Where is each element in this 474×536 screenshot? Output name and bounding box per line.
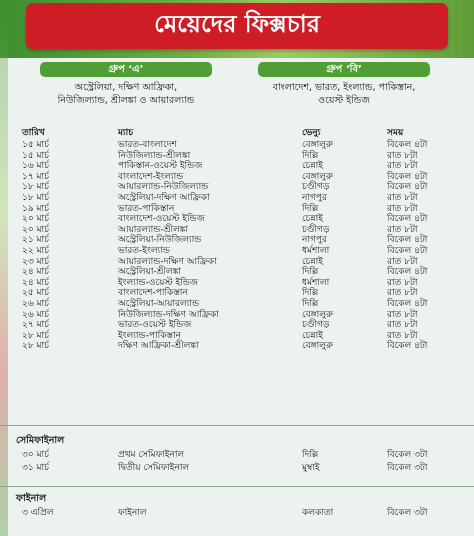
table-row [14, 267, 468, 278]
header-match: ম্যাচ [118, 128, 134, 138]
table-row [14, 214, 468, 225]
cell-match: অস্ট্রেলিয়া-দক্ষিণ আফ্রিকা [118, 192, 210, 203]
table-row [0, 449, 474, 461]
cell-match: বাংলাদেশ-ওয়েস্ট ইন্ডিজ [118, 214, 205, 225]
semifinal-1-match: প্রথম সেমিফাইনাল [118, 450, 185, 460]
cell-date: ২০ মার্চ [22, 224, 50, 235]
semifinal-2-date: ৩১ মার্চ [22, 463, 50, 473]
cell-date: ২৮ মার্চ [22, 341, 50, 352]
cell-venue: চেন্নাই [302, 330, 323, 341]
table-row [14, 235, 468, 246]
cell-time: বিকেল ৪টা [387, 298, 428, 309]
cell-date: ১৭ মার্চ [22, 171, 50, 182]
cell-time: বিকেল ৪টা [387, 245, 428, 256]
group-b-heading: গ্রুপ ‘বি’ [258, 62, 430, 77]
table-row [14, 288, 468, 299]
divider [0, 425, 474, 426]
cell-venue: বেঙ্গালুরু [302, 171, 333, 182]
table-row [14, 193, 468, 204]
semifinal-2-venue: মুম্বাই [302, 463, 320, 473]
cell-time: বিকেল ৪টা [387, 235, 428, 246]
cell-match: ইংল্যান্ড-পাকিস্তান [118, 330, 181, 341]
cell-date: ২৬ মার্চ [22, 309, 50, 320]
cell-time: বিকেল ৪টা [387, 171, 428, 182]
cell-date: ২৪ মার্চ [22, 267, 50, 278]
header-venue: ভেন্যু [302, 128, 321, 138]
group-b-teams [252, 81, 436, 107]
cell-venue: দিল্লি [302, 150, 319, 161]
table-row [14, 341, 468, 352]
cell-date: ১৮ মার্চ [22, 182, 50, 193]
cell-time: বিকেল ৪টা [387, 140, 428, 150]
final-venue: কলকাতা [302, 508, 334, 518]
table-row [14, 172, 468, 183]
group-b-teams-line1: বাংলাদেশ, ভারত, ইংল্যান্ড, পাকিস্তান, [272, 82, 416, 93]
cell-venue: দিল্লি [302, 298, 319, 309]
cell-venue: চণ্ডীগড় [302, 182, 330, 193]
final-label: ফাইনাল [16, 493, 47, 504]
cell-time: বিকেল ৪টা [387, 214, 428, 225]
semifinal-1-venue: দিল্লি [302, 450, 319, 460]
cell-match: নিউজিল্যান্ড-দক্ষিণ আফ্রিকা [118, 309, 219, 320]
semifinal-1-time: বিকেল ৩টা [387, 450, 428, 460]
cell-time: বিকেল ৪টা [387, 341, 428, 352]
cell-match: আয়ারল্যান্ড-নিউজিল্যান্ড [118, 182, 209, 193]
cell-venue: বেঙ্গালুরু [302, 309, 333, 320]
cell-time: রাত ৮টা [387, 161, 418, 172]
cell-date: ১৯ মার্চ [22, 203, 50, 214]
cell-match: আয়ারল্যান্ড-শ্রীলঙ্কা [118, 224, 189, 235]
group-a-teams-line2: নিউজিল্যান্ড, শ্রীলঙ্কা ও আয়ারল্যান্ড [57, 95, 195, 106]
table-row [0, 507, 474, 519]
cell-date: ২৮ মার্চ [22, 330, 50, 341]
table-row [14, 151, 468, 162]
final-match: ফাইনাল [118, 508, 147, 518]
table-header [14, 128, 468, 139]
cell-time: রাত ৮টা [387, 288, 418, 299]
semifinal-2-match: দ্বিতীয় সেমিফাইনাল [118, 463, 190, 473]
cell-venue: দিল্লি [302, 267, 319, 278]
cell-venue: চেন্নাই [302, 214, 323, 225]
cell-venue: চেন্নাই [302, 161, 323, 172]
cell-venue: দিল্লি [302, 288, 319, 299]
table-row [14, 331, 468, 342]
cell-date: ১৮ মার্চ [22, 192, 50, 203]
cell-time: বিকেল ৪টা [387, 267, 428, 278]
cell-date: ১৫ মার্চ [22, 140, 50, 150]
cell-match: অস্ট্রেলিয়া-নিউজিল্যান্ড [118, 235, 202, 246]
cell-time: রাত ৮টা [387, 330, 418, 341]
cell-venue: ধর্মশালা [302, 245, 330, 256]
cell-time: রাত ৮টা [387, 224, 418, 235]
group-a-teams [34, 81, 218, 107]
final-time: বিকেল ৩টা [387, 508, 428, 518]
table-row [14, 161, 468, 172]
group-a-heading: গ্রুপ ‘এ’ [40, 62, 212, 77]
header-date: তারিখ [22, 128, 45, 138]
cell-date: ১৬ মার্চ [22, 161, 50, 172]
semifinal-1-date: ৩০ মার্চ [22, 450, 50, 460]
header-time: সময় [387, 128, 404, 138]
final-section [0, 492, 474, 532]
cell-date: ১৫ মার্চ [22, 150, 50, 161]
cell-venue: দিল্লি [302, 203, 319, 214]
cell-time: রাত ৮টা [387, 192, 418, 203]
fixture-table [14, 128, 468, 352]
cell-match: বাংলাদেশ-ইংল্যান্ড [118, 171, 184, 182]
cell-venue: নাগপুর [302, 192, 327, 203]
table-row [14, 140, 468, 151]
group-b-teams-line2: ওয়েস্ট ইন্ডিজ [318, 95, 370, 106]
cell-date: ২৪ মার্চ [22, 277, 50, 288]
table-row [0, 462, 474, 474]
cell-venue: চণ্ডীগড় [302, 224, 330, 235]
table-row [14, 310, 468, 321]
cell-date: ২৩ মার্চ [22, 256, 50, 267]
cell-time: রাত ৮টা [387, 203, 418, 214]
page-title: মেয়েদের ফিক্সচার [26, 3, 448, 49]
group-b-card [252, 62, 436, 114]
cell-venue: ধর্মশালা [302, 277, 330, 288]
cell-match: দক্ষিণ আফ্রিকা-শ্রীলঙ্কা [118, 341, 199, 352]
cell-date: ২০ মার্চ [22, 214, 50, 225]
cell-date: ২৭ মার্চ [22, 320, 50, 331]
divider [0, 486, 474, 487]
cell-time: রাত ৮টা [387, 309, 418, 320]
cell-time: বিকেল ৪টা [387, 182, 428, 193]
semifinal-section [0, 434, 474, 484]
cell-venue: বেঙ্গালুরু [302, 140, 333, 150]
cell-match: পাকিস্তান-ওয়েস্ট ইন্ডিজ [118, 161, 203, 172]
table-row [14, 204, 468, 215]
cell-date: ২২ মার্চ [22, 245, 50, 256]
cell-match: আয়ারল্যান্ড-দক্ষিণ আফ্রিকা [118, 256, 217, 267]
final-date: ৩ এপ্রিল [22, 508, 54, 518]
table-row [14, 225, 468, 236]
table-body [14, 140, 468, 352]
cell-time: রাত ৮টা [387, 150, 418, 161]
group-a-card [34, 62, 218, 114]
cell-match: বাংলাদেশ-পাকিস্তান [118, 288, 188, 299]
cell-match: ভারত-বাংলাদেশ [118, 140, 177, 150]
cell-date: ২১ মার্চ [22, 235, 50, 246]
table-row [14, 257, 468, 268]
cell-date: ২৬ মার্চ [22, 298, 50, 309]
table-row [14, 246, 468, 257]
cell-venue: চেন্নাই [302, 256, 323, 267]
cell-match: নিউজিল্যান্ড-শ্রীলঙ্কা [118, 150, 191, 161]
table-row [14, 182, 468, 193]
group-a-teams-line1: অস্ট্রেলিয়া, দক্ষিণ আফ্রিকা, [74, 82, 178, 93]
cell-venue: বেঙ্গালুরু [302, 341, 333, 352]
cell-date: ২৫ মার্চ [22, 288, 50, 299]
table-row [14, 320, 468, 331]
cell-match: অস্ট্রেলিয়া-আয়ারল্যান্ড [118, 298, 200, 309]
cell-time: রাত ৮টা [387, 320, 418, 331]
cell-venue: নাগপুর [302, 235, 327, 246]
table-row [14, 278, 468, 289]
cell-match: অস্ট্রেলিয়া-শ্রীলঙ্কা [118, 267, 181, 278]
cell-match: ভারত-ওয়েস্ট ইন্ডিজ [118, 320, 192, 331]
cell-match: ভারত-পাকিস্তান [118, 203, 175, 214]
semifinal-2-time: বিকেল ৩টা [387, 463, 428, 473]
cell-venue: চণ্ডীগড় [302, 320, 330, 331]
cell-time: রাত ৮টা [387, 256, 418, 267]
cell-match: ভারত-ইংল্যান্ড [118, 245, 170, 256]
semifinal-label: সেমিফাইনাল [16, 435, 65, 446]
cell-match: ইংল্যান্ড-ওয়েস্ট ইন্ডিজ [118, 277, 198, 288]
cell-time: রাত ৮টা [387, 277, 418, 288]
table-row [14, 299, 468, 310]
